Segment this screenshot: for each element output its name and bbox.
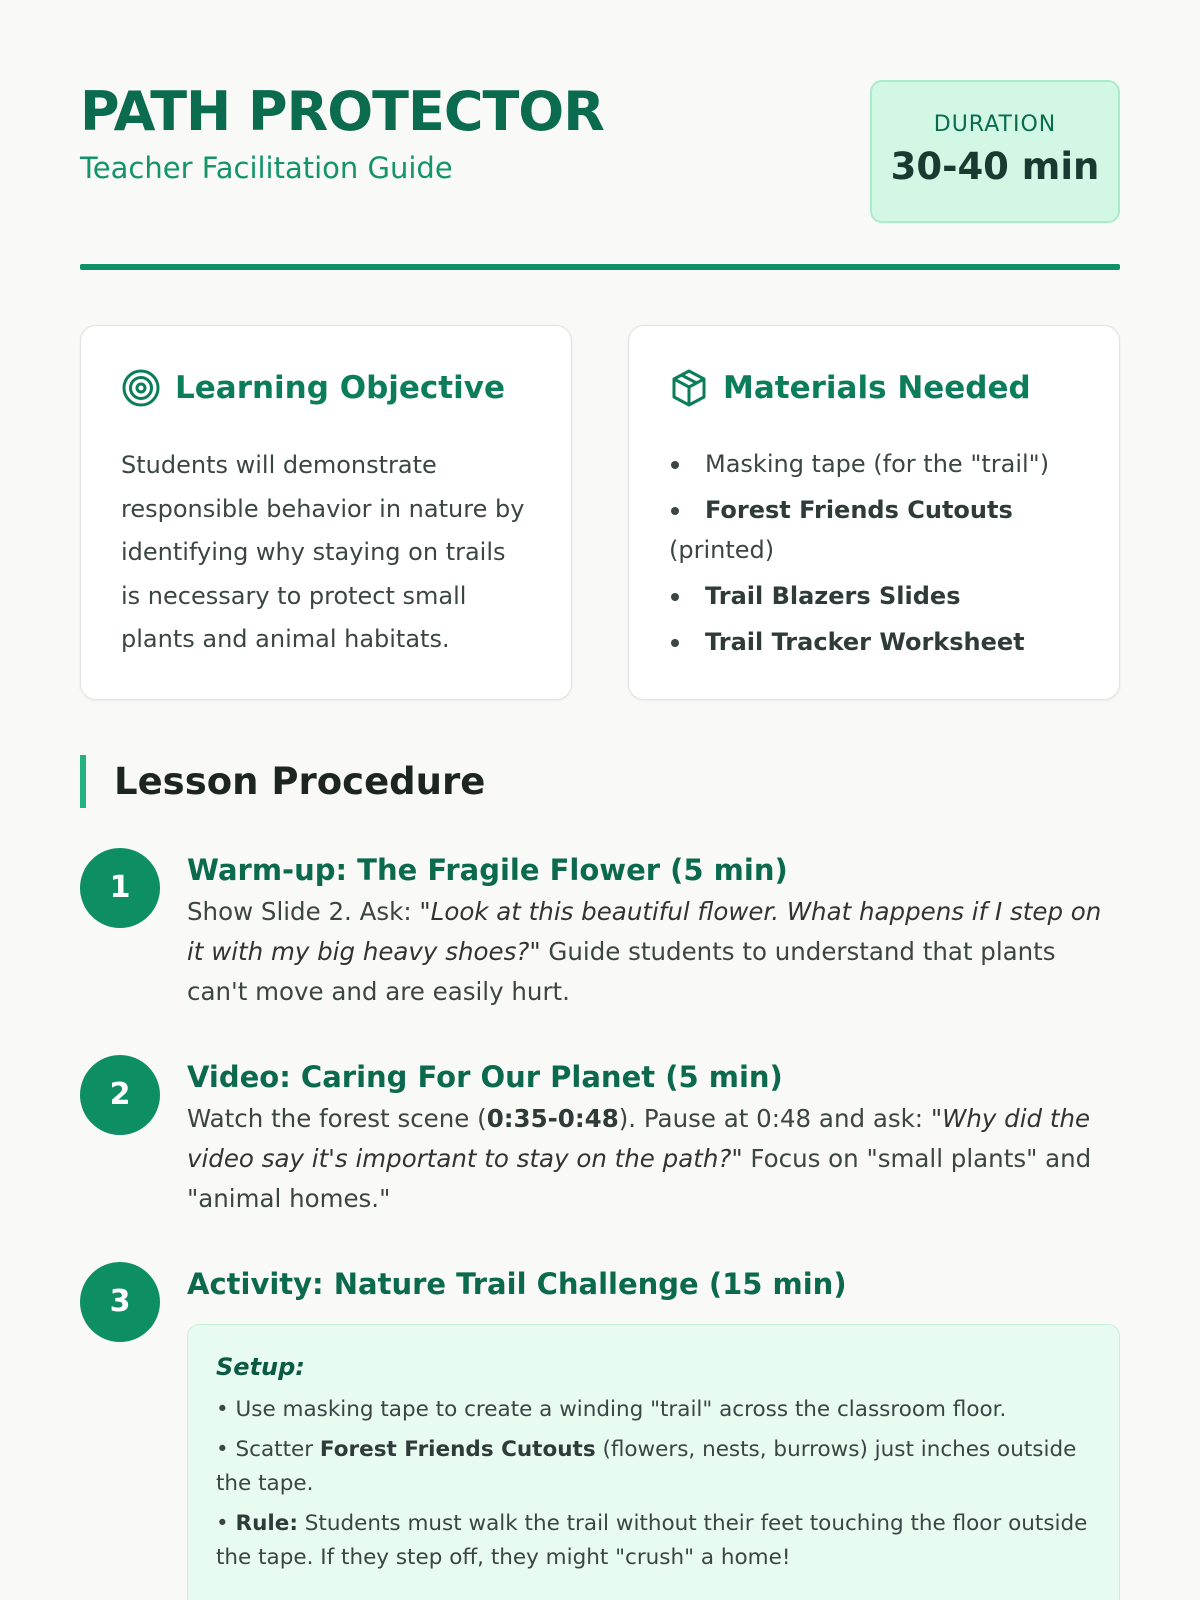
duration-label: DURATION [933, 112, 1057, 137]
overview-cards [80, 325, 1120, 700]
objective-text: Students will demonstrate responsible behavior in nature by identifying why staying on trails is necessary to protect small plants and animal habitats. [121, 451, 525, 653]
step-content [187, 1266, 1120, 1600]
setup-title: Setup: [216, 1353, 305, 1381]
setup-item: • Scatter Forest Friends Cutouts (flowers, nests, burrows) just inches outside the tape. [216, 1437, 1077, 1496]
setup-item: • Use masking tape to create a winding "trail" across the classroom floor. [216, 1397, 1007, 1422]
section-title: Lesson Procedure [114, 760, 486, 803]
list-item: Forest Friends Cutouts (printed) [669, 490, 1089, 570]
step-description: Watch the forest scene (0:35-0:48). Pause at 0:48 and ask: "Why did the video say it's important to stay on the path?" Focus on "small plants" and "animal homes." [187, 1104, 1092, 1213]
setup-item: • Rule: Students must walk the trail without their feet touching the floor outside the tape. If they step off, they might "crush" a home! [216, 1511, 1088, 1570]
materials-card-header [669, 368, 1031, 408]
header [80, 0, 1120, 270]
materials-card [628, 325, 1120, 700]
page-subtitle: Teacher Facilitation Guide [80, 151, 453, 185]
step-description: Show Slide 2. Ask: "Look at this beautiful flower. What happens if I step on it with my big heavy shoes?" Guide students to understand that plants can't move and are easily hurt. [187, 897, 1102, 1006]
step-title: Warm-up: The Fragile Flower (5 min) [187, 853, 788, 887]
step-number-badge: 3 [80, 1262, 160, 1342]
step-title: Video: Caring For Our Planet (5 min) [187, 1060, 783, 1094]
objective-title: Learning Objective [175, 370, 505, 406]
materials-list [669, 444, 1089, 668]
box-icon [669, 368, 709, 408]
step-number-badge: 2 [80, 1055, 160, 1135]
header-divider [80, 264, 1120, 270]
duration-value: 30-40 min [890, 145, 1100, 188]
procedure-heading [80, 755, 485, 808]
materials-title: Materials Needed [723, 370, 1031, 406]
objective-card-header [121, 368, 505, 408]
objective-card [80, 325, 572, 700]
list-item: Trail Tracker Worksheet [669, 622, 1089, 662]
list-item: Masking tape (for the "trail") [669, 444, 1089, 484]
step-number-badge: 1 [80, 848, 160, 928]
step-content [187, 852, 1120, 1012]
step-content [187, 1059, 1120, 1219]
list-item: Trail Blazers Slides [669, 576, 1089, 616]
step-title: Activity: Nature Trail Challenge (15 min) [187, 1267, 847, 1301]
target-icon [121, 368, 161, 408]
duration-badge [870, 80, 1120, 223]
setup-box [187, 1324, 1120, 1600]
page-title: PATH PROTECTOR [80, 80, 604, 143]
